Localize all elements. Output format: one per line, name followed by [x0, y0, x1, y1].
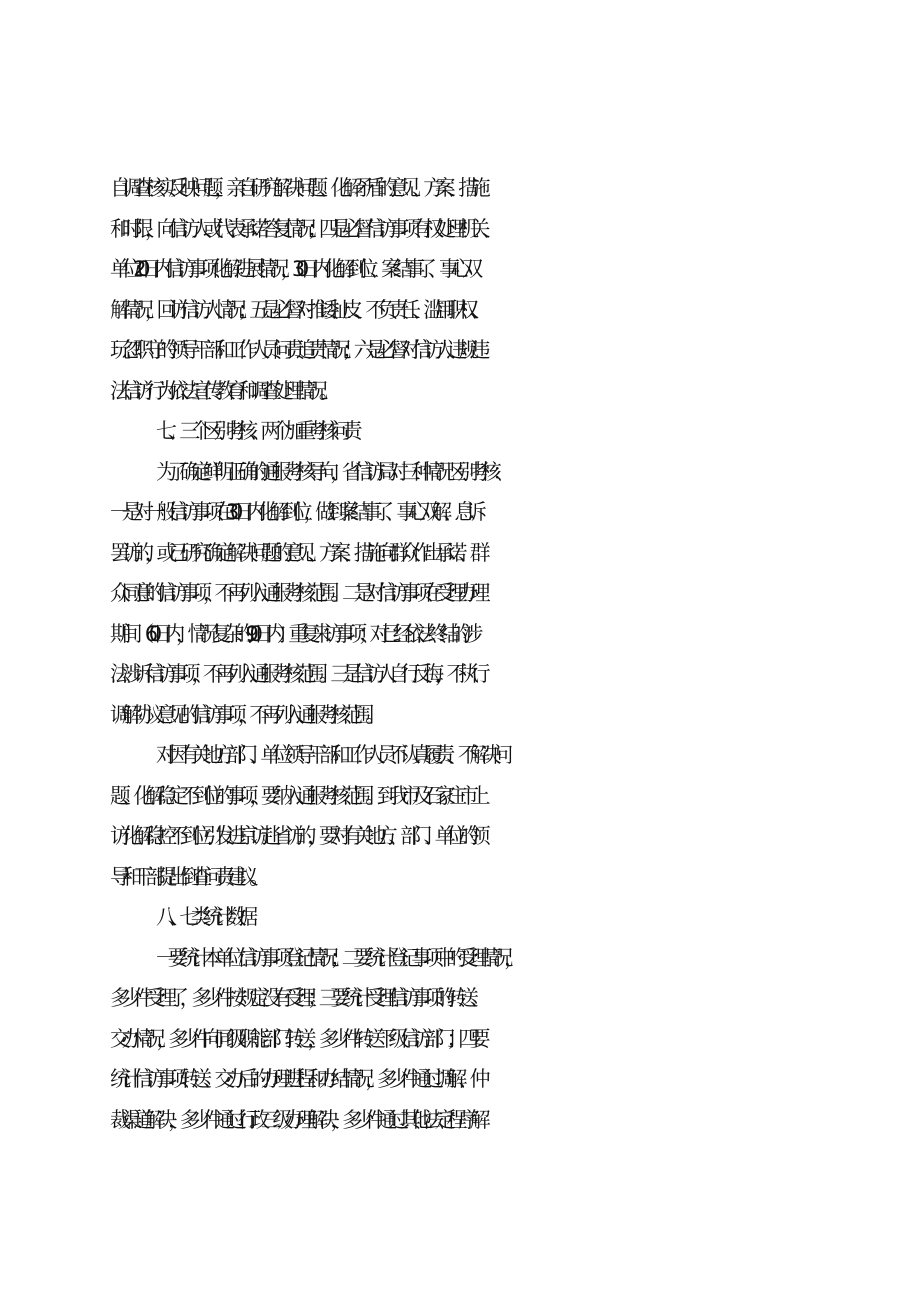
- text-line: 和时限，向信访人或代表承诺答复情况；四是必督信访事项有权处理机关、: [110, 216, 493, 241]
- paragraph-first-line: 为了确定鲜明正确的通报考核导向，省信访局对三种情况区别考核：: [156, 459, 504, 484]
- text-line: 一是对一般信访事项在30日内化解到位，做到案结事了、事心双解、息诉: [110, 500, 478, 524]
- paragraph-first-line: 一要统计本单位信访事项登记情况；二要统计登记事项中的受理情况，: [156, 945, 516, 970]
- text-line: 单位20日内信访事项化解进展情况，30日内化解到位、案结事了、事心双: [110, 257, 474, 281]
- text-line: 多少件受理了，多少件按规定没有受理；三要统计受理信访事项的转送、: [110, 986, 482, 1010]
- text-line: 法涉诉信访事项，不再列入通报考核范围。三是信访人自行反悔，不执行: [110, 662, 482, 686]
- document-body: [110, 168, 820, 1140]
- text-line: 解情况，回访信访人情况；五是必督对推诿扯皮、不负责任、滥用职权、: [110, 297, 482, 322]
- text-line: 访化解稳控不到位引发进京访赴省访的，要对有关地方、部门、单位的领: [110, 824, 482, 848]
- paragraph-first-line: 八、七类统计数据: [156, 905, 249, 929]
- text-line: 裁渠道解决，多少件通过行政三级办理解决，多少件通过其他法定程序解: [110, 1107, 482, 1132]
- text-line: 交办情况，多少件向同级职能部门转送，多少件转送下级信访部门；四要: [110, 1026, 482, 1051]
- text-line: 罢访的，或已研究确定解决问题的意见、方案、措施向群众作出承诺、群: [110, 540, 482, 565]
- text-line: 法信访行为依法宣传教育和调查处理情况。: [110, 378, 331, 403]
- text-line: 统计信访事项转送、交办后的办理进程和办结情况，多少件通过调解、仲: [110, 1067, 482, 1091]
- text-line: 题、化解稳定不到位的事项，要纳入通报考核范围。到我市及石家庄市上: [110, 783, 482, 808]
- text-line: 调解协议意见的信访事项，不再列入通报考核范围。: [110, 702, 377, 727]
- text-line: 导和干部提出倒查问责建议。: [110, 864, 261, 889]
- text-line: 自调查核实反映问题，亲自研究解决问题、化解矛盾的意见、方案、措施: [110, 176, 482, 200]
- text-line: 期间（60日内，情况复杂的90日内）重复来访事项；对已经依法终结的涉: [110, 621, 474, 646]
- paragraph-first-line: 对因有关地方部门、单位领导干部和工作人员不认真履责、不解决问: [156, 743, 504, 767]
- paragraph-first-line: 七、三个区别考核、两个加重考核问责: [156, 419, 354, 443]
- text-line: 众同意的信访事项，不再列入通报考核范围。二是对信访事项在受理办理: [110, 581, 482, 605]
- text-line: 玩忽职守的领导干部和工作人员问责追责情况；六是必督对信访人违规违: [110, 338, 482, 362]
